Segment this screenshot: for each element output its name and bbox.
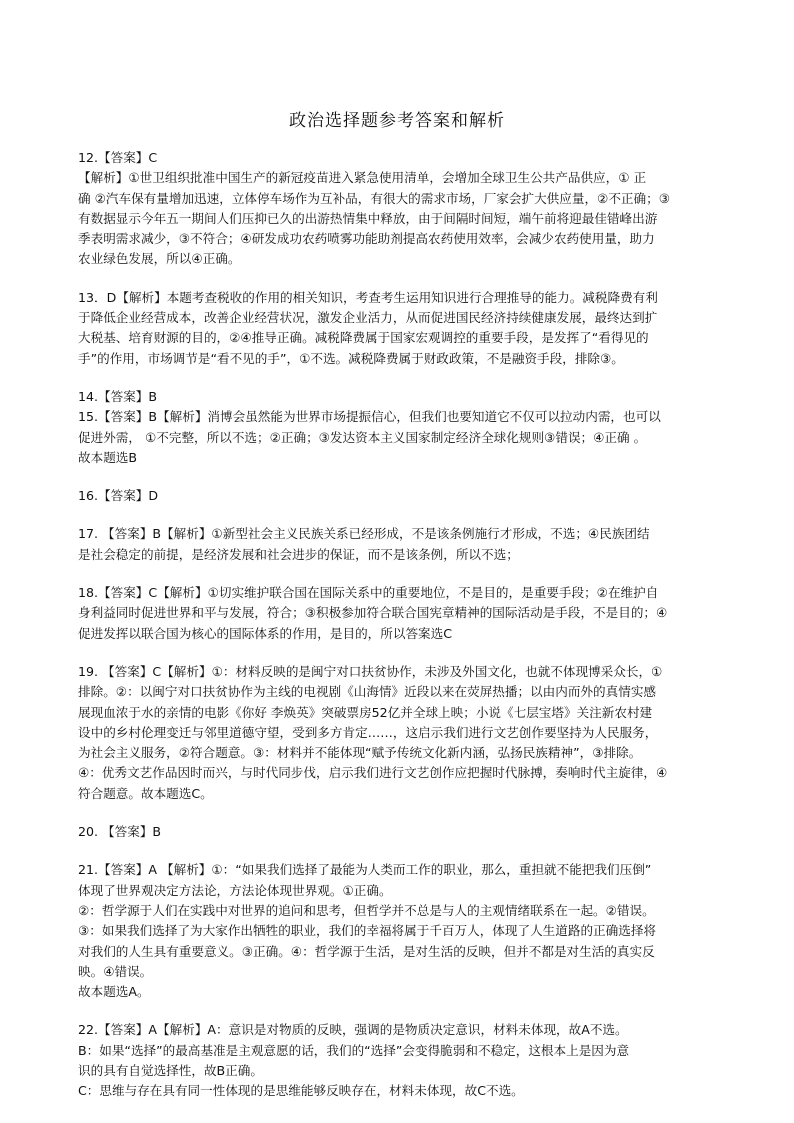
answer-line: 为社会主义服务，②符合题意。③：材料并不能体现“赋予传统文化新内涵，弘扬民族精神”，③排除。 [78,745,642,761]
answer-line: 16.【答案】D [78,488,159,504]
answer-line: 大税基、培育财源的目的，②④推导正确。减税降费属于国家宏观调控的重要手段，是发挥了“看得见的 [78,330,649,346]
answer-block-q16 [78,486,722,506]
answer-line: 手”的作用，市场调节是“看不见的手”，①不选。减税降费属于财政政策，不是融资手段，排除③。 [78,350,624,366]
answer-line: 20. 【答案】B [78,824,162,840]
answer-line: 是社会稳定的前提，是经济发展和社会进步的保证，而不是该条例，所以不选； [78,546,519,562]
answer-line: 15.【答案】B【解析】消博会虽然能为世界市场提振信心，但我们也要知道它不仅可以拉动内需，也可以 [78,409,661,425]
answer-line: 17. 【答案】B【解析】①新型社会主义民族关系已经形成，不是该条例施行才形成，不选；④民族团结 [78,526,650,542]
answer-line: 故本题选B [78,449,138,465]
answer-line: 确 ②汽车保有量增加迅速，立体停车场作为互补品，有很大的需求市场，厂家会扩大供应量，②不正确；③ [78,190,670,206]
answer-line: 12.【答案】C [78,150,158,165]
answer-line: 对我们的人生具有重要意义。③正确。④：哲学源于生活，是对生活的反映，但并不都是对生活的真实反 [78,943,655,959]
answer-line: 于降低企业经营成本，改善企业经营状况，激发企业活力，从而促进国民经济持续健康发展，最终达到扩 [78,310,658,326]
answer-block-q18 [78,583,722,644]
answer-line: 故本题选A。 [78,984,150,1000]
page-title: 政治选择题参考答案和解析 [289,111,505,131]
answer-line: 设中的乡村伦理变迁与邻里道德守望，受到多方肯定……，这启示我们进行文艺创作要坚持为人民服务， [78,724,658,740]
answer-line: ③：如果我们选择了为大家作出牺牲的职业，我们的幸福将属于千百万人，体现了人生道路的正确选择将 [78,923,657,939]
answer-line: C：思维与存在具有同一性体现的是思维能够反映存在，材料未体现，故C不选。 [78,1083,524,1099]
answer-line: B：如果“选择”的最高基准是主观意愿的话，我们的“选择”会变得脆弱和不稳定，这根本上是因为意 [78,1042,630,1058]
answer-line: 19. 【答案】C【解析】①：材料反映的是闽宁对口扶贫协作，未涉及外国文化，也就不体现博采众长，① [78,663,663,679]
answer-line: 身利益同时促进世界和平与发展，符合；③积极参加符合联合国宪章精神的国际活动是手段，不是目的；④ [78,605,668,621]
answer-block-q21 [78,860,722,1002]
answer-line: 21.【答案】A 【解析】①：“如果我们选择了最能为人类而工作的职业，那么，重担就不能把我们压倒” [78,862,652,878]
answer-block-q13 [78,288,722,369]
answer-block-q12 [78,148,722,270]
answer-line: ④：优秀文艺作品因时而兴，与时代同步伐，启示我们进行文艺创作应把握时代脉搏，奏响时代主旋律，④ [78,765,668,781]
answer-line: 符合题意。故本题选C。 [78,785,213,801]
answer-block-q19 [78,662,722,804]
answer-list [78,148,722,1120]
answer-line: 农业绿色发展，所以④正确。 [78,251,241,267]
answer-line: 【解析】①世卫组织批准中国生产的新冠疫苗进入紧急使用清单，会增加全球卫生公共产品供应，① 正 [78,170,647,186]
answer-line: 促进发挥以联合国为核心的国际体系的作用，是目的，所以答案选C [78,625,453,641]
answer-line: 14.【答案】B [78,388,158,404]
answer-block-q17 [78,524,722,565]
answer-line: 映。④错误。 [78,963,153,979]
answer-block-q22 [78,1020,722,1101]
answer-line: 有数据显示今年五一期间人们压抑已久的出游热情集中释放，由于间隔时间短，端午前将迎最佳错峰出游 [78,210,658,226]
answer-line: 13．D【解析】本题考查税收的作用的相关知识，考查考生运用知识进行合理推导的能力。减税降费有利 [78,289,658,305]
answer-line: 季表明需求减少，③不符合；④研发成功农药喷雾功能助剂提高农药使用效率，会减少农药使用量，助力 [78,231,655,247]
answer-line: 体现了世界观决定方法论，方法论体现世界观。①正确。 [78,882,392,898]
answer-line: 22.【答案】A【解析】A：意识是对物质的反映，强调的是物质决定意识，材料未体现，故A不选。 [78,1022,628,1038]
answer-block-q14-15 [78,387,722,468]
answer-line: 促进外需， ①不完整，所以不选；②正确；③发达资本主义国家制定经济全球化规则③错误；④正确 。 [78,429,647,445]
answer-line: 展现血浓于水的亲情的电影《你好 李焕英》突破票房52亿并全球上映；小说《七层宝塔》关注新农村建 [78,704,653,720]
answer-line: ②：哲学源于人们在实践中对世界的追问和思考，但哲学并不总是与人的主观情绪联系在一起。②错误。 [78,902,655,918]
answer-block-q20 [78,822,722,842]
answer-line: 排除。②：以闽宁对口扶贫协作为主线的电视剧《山海情》近段以来在荧屏热播；以由内而外的真情实感 [78,684,657,700]
answer-line: 识的具有自觉选择性，故B正确。 [78,1062,263,1078]
answer-line: 18.【答案】C【解析】①切实维护联合国在国际关系中的重要地位，不是目的，是重要手段；②在维护自 [78,585,659,601]
